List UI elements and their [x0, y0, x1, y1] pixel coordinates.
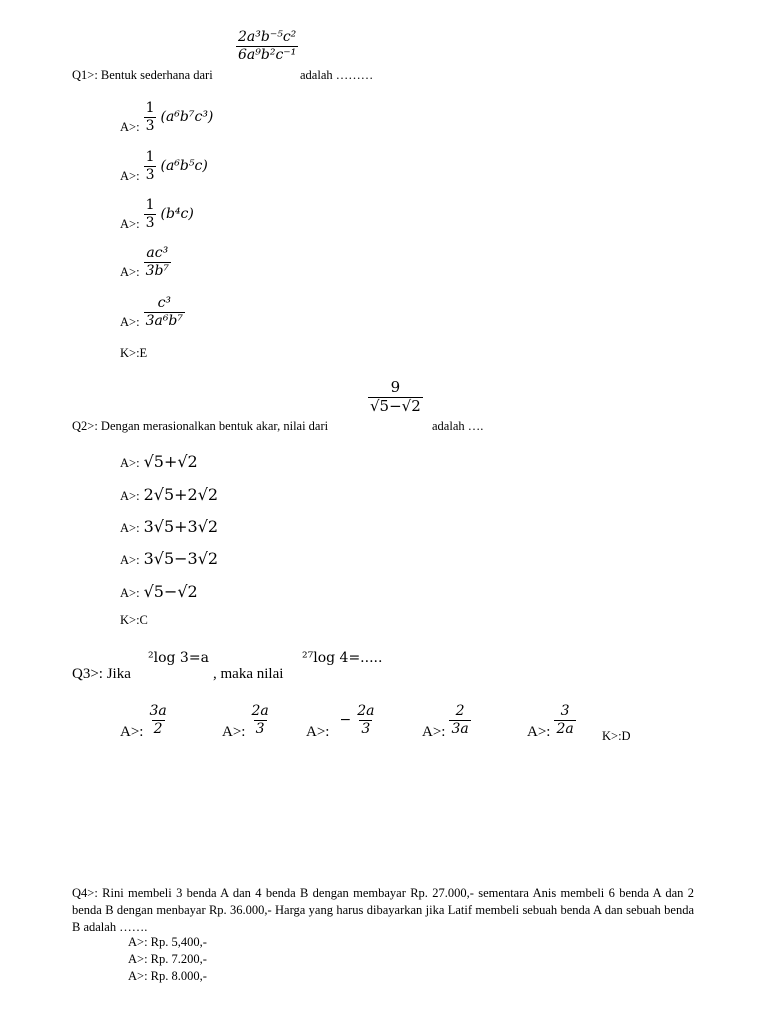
- option-numerator: 2a: [357, 703, 375, 719]
- q2-expr-numerator: 9: [390, 378, 401, 396]
- option-value: √5+√2: [143, 452, 198, 471]
- option-value: 3√5+3√2: [143, 517, 219, 536]
- option-numerator: ac³: [146, 245, 169, 261]
- option-prefix: A>:: [222, 723, 246, 740]
- option-value: √5−√2: [143, 582, 198, 601]
- option-prefix: A>:: [120, 168, 140, 183]
- q1-option-2[interactable]: $_{A>:}$ $\frac{1}{3}$ (a⁶b⁵c): [120, 149, 208, 183]
- q2-expression: [368, 380, 423, 415]
- option-prefix: A>:: [306, 723, 330, 740]
- option-denominator: 3b⁷: [145, 262, 170, 279]
- q2-option-5[interactable]: [120, 582, 198, 602]
- option-body: (b⁴c): [160, 205, 194, 222]
- option-numerator: c³: [157, 295, 172, 311]
- q3-middle: , maka nilai: [213, 666, 284, 682]
- q2-answer-key: K>:C: [120, 613, 148, 627]
- option-value: 3√5−3√2: [143, 549, 219, 568]
- option-prefix: A>:: [120, 314, 140, 329]
- q1-expression: [236, 30, 298, 62]
- q2-expr-denominator: √5−√2: [370, 396, 421, 415]
- option-prefix: A>:: [120, 553, 140, 567]
- q4-text: Q4>: Rini membeli 3 benda A dan 4 benda B dengan membayar Rp. 27.000,- sementara Anis membeli 6 benda A dan 2 benda B dengan menbayar Rp. 36.000,- Harga yang harus dibayarkan jika Latif membeli sebuah benda A dan sebuah benda B adalah …….: [72, 886, 694, 934]
- option-prefix: A>:: [120, 119, 140, 134]
- option-prefix: A>:: [120, 489, 140, 503]
- q1-answer-key: K>:E: [120, 346, 148, 360]
- q2-label: Q2>: Dengan merasionalkan bentuk akar, nilai dari: [72, 419, 329, 433]
- q2-suffix: adalah ….: [432, 419, 484, 433]
- q3-target: ²⁷log 4=.....: [302, 650, 383, 666]
- q2-option-2[interactable]: [120, 485, 218, 505]
- option-numerator: 2a: [251, 703, 269, 719]
- option-denominator: 2a: [556, 720, 574, 737]
- q3-option-2[interactable]: [222, 704, 271, 741]
- option-prefix: A>:: [120, 586, 140, 600]
- q1-label: Q1>: Bentuk sederhana dari: [72, 68, 213, 82]
- q1-option-4[interactable]: [120, 246, 171, 280]
- option-prefix: A>:: [422, 723, 446, 740]
- q3-option-1[interactable]: [120, 704, 169, 741]
- q4-option-2[interactable]: A>: Rp. 7.200,-: [128, 952, 207, 966]
- q3-option-5[interactable]: [527, 704, 576, 741]
- q3-condition: ²log 3=a: [148, 650, 209, 666]
- option-body: (a⁶b⁵c): [160, 157, 208, 174]
- q1-option-1[interactable]: $_{A>:}$ $\frac{1}{3}$ (a⁶b⁷c³): [120, 100, 214, 134]
- q1-option-5[interactable]: [120, 296, 185, 330]
- q3-option-4[interactable]: [422, 704, 471, 741]
- q2-option-4[interactable]: [120, 549, 218, 569]
- option-negative-sign: −: [339, 711, 352, 728]
- option-denominator: 3: [255, 720, 265, 737]
- option-body: (a⁶b⁷c³): [160, 108, 214, 125]
- option-numerator: 3a: [149, 703, 167, 719]
- q1-suffix: adalah ………: [300, 68, 374, 82]
- q2-option-3[interactable]: [120, 517, 218, 537]
- q2-option-1[interactable]: [120, 452, 198, 472]
- option-denominator: 3a: [451, 720, 469, 737]
- q1-expr-denominator: 6a⁹b²c⁻¹: [238, 46, 297, 63]
- q3-option-3[interactable]: [306, 704, 376, 741]
- option-prefix: A>:: [120, 216, 140, 231]
- option-numerator: 3: [560, 703, 570, 719]
- q1-option-3[interactable]: $_{A>:}$ $\frac{1}{3}$ (b⁴c): [120, 197, 194, 231]
- option-denominator: 2: [153, 720, 163, 737]
- option-denominator: 3a⁶b⁷: [145, 312, 184, 329]
- option-numerator: 2: [455, 703, 465, 719]
- q4-option-3[interactable]: A>: Rp. 8.000,-: [128, 969, 207, 983]
- q1-expr-numerator: 2a³b⁻⁵c²: [238, 29, 297, 45]
- q3-label: Q3>: Jika: [72, 666, 131, 682]
- option-prefix: A>:: [527, 723, 551, 740]
- option-prefix: A>:: [120, 456, 140, 470]
- option-prefix: A>:: [120, 723, 144, 740]
- option-prefix: A>:: [120, 264, 140, 279]
- option-prefix: A>:: [120, 521, 140, 535]
- option-value: 2√5+2√2: [143, 485, 219, 504]
- q3-answer-key: K>:D: [602, 729, 631, 743]
- option-denominator: 3: [361, 720, 371, 737]
- q4-option-1[interactable]: A>: Rp. 5,400,-: [128, 935, 207, 949]
